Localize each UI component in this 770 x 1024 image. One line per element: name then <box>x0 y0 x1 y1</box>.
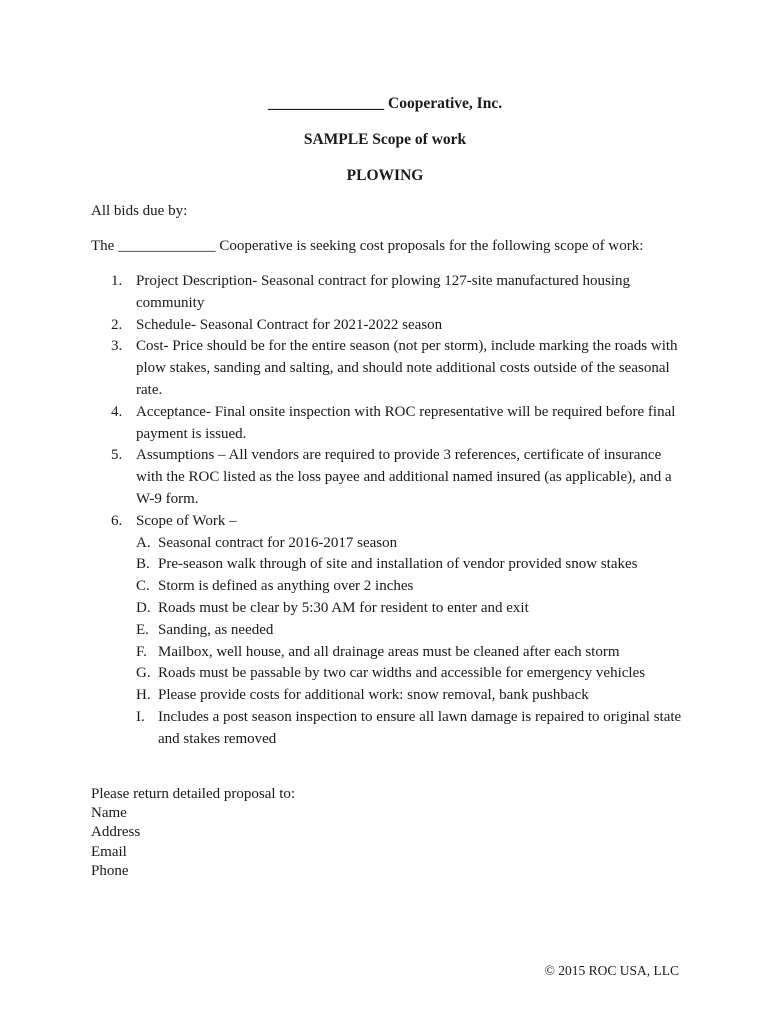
sublist-item <box>136 598 691 620</box>
contact-phone: Phone <box>91 862 129 879</box>
sublist-letter: E. <box>136 621 149 638</box>
list-number: 5. <box>111 447 123 464</box>
list-number: 1. <box>111 273 123 289</box>
list-number: 2. <box>111 316 123 333</box>
sublist-letter: C. <box>136 578 150 595</box>
sublist-item <box>136 663 691 685</box>
sublist-item <box>136 642 691 664</box>
contact-block <box>91 785 491 881</box>
list-number: 3. <box>111 338 123 355</box>
list-item <box>91 402 691 446</box>
sublist-item-text: Please provide costs for additional work: snow removal, bank pushback <box>158 687 589 704</box>
sublist-item-text: Roads must be clear by 5:30 AM for resident to enter and exit <box>158 599 529 616</box>
sublist-letter: A. <box>136 534 151 551</box>
sublist-item <box>136 685 691 707</box>
list-item-text: Scope of Work – <box>136 512 237 529</box>
list-item <box>91 315 691 337</box>
list-item-text: Acceptance- Final onsite inspection with ROC representative will be required before final payment is issued. <box>136 403 676 442</box>
scope-of-work-sublist <box>136 533 691 751</box>
list-item <box>91 271 691 315</box>
sublist-letter: D. <box>136 599 151 616</box>
sublist-item <box>136 533 691 555</box>
contact-email: Email <box>91 843 127 860</box>
contact-intro: Please return detailed proposal to: <box>91 786 296 802</box>
list-item-text: Assumptions – All vendors are required to provide 3 references, certificate of insurance with the ROC listed as the loss payee and additional named insured (as applicable), and a W-9 form. <box>136 447 672 507</box>
sublist-item <box>136 554 691 576</box>
bids-due-line: All bids due by: <box>91 203 188 219</box>
sublist-letter: F. <box>136 643 147 660</box>
list-item <box>91 511 691 751</box>
list-item-text: Project Description- Seasonal contract for plowing 127-site manufactured housing community <box>136 273 631 311</box>
sublist-item-text: Mailbox, well house, and all drainage areas must be cleaned after each storm <box>158 643 620 660</box>
contact-name: Name <box>91 805 127 822</box>
sublist-item-text: Storm is defined as anything over 2 inches <box>158 578 414 595</box>
sublist-letter: B. <box>136 556 150 573</box>
intro-paragraph: The _____________ Cooperative is seeking cost proposals for the following scope of work: <box>91 238 644 254</box>
sublist-item-text: Pre-season walk through of site and installation of vendor provided snow stakes <box>158 556 638 573</box>
copyright-footer: © 2015 ROC USA, LLC <box>544 963 679 978</box>
list-item <box>91 445 691 510</box>
list-item-text: Cost- Price should be for the entire season (not per storm), include marking the roads with plow stakes, sanding and salting, and should note additional costs outside of the seasonal rate. <box>136 338 678 398</box>
document-title: PLOWING <box>346 167 424 184</box>
sublist-letter: H. <box>136 687 151 704</box>
sublist-item-text: Sanding, as needed <box>158 621 274 638</box>
sublist-item <box>136 576 691 598</box>
list-number: 4. <box>111 403 123 420</box>
sublist-item-text: Includes a post season inspection to ensure all lawn damage is repaired to original state and stakes removed <box>158 708 682 747</box>
scope-list <box>91 271 691 751</box>
list-number: 6. <box>111 512 123 529</box>
sublist-item <box>136 707 691 751</box>
list-item <box>91 336 691 401</box>
list-item-text: Schedule- Seasonal Contract for 2021-2022 season <box>136 316 443 333</box>
sublist-item-text: Roads must be passable by two car widths and accessible for emergency vehicles <box>158 665 646 682</box>
contact-address: Address <box>91 824 141 841</box>
cooperative-heading: _______________ Cooperative, Inc. <box>267 95 503 112</box>
document-subtitle: SAMPLE Scope of work <box>303 131 467 148</box>
sublist-letter: G. <box>136 665 151 682</box>
sublist-item-text: Seasonal contract for 2016-2017 season <box>158 534 398 551</box>
sublist-item <box>136 620 691 642</box>
sublist-letter: I. <box>136 708 145 725</box>
